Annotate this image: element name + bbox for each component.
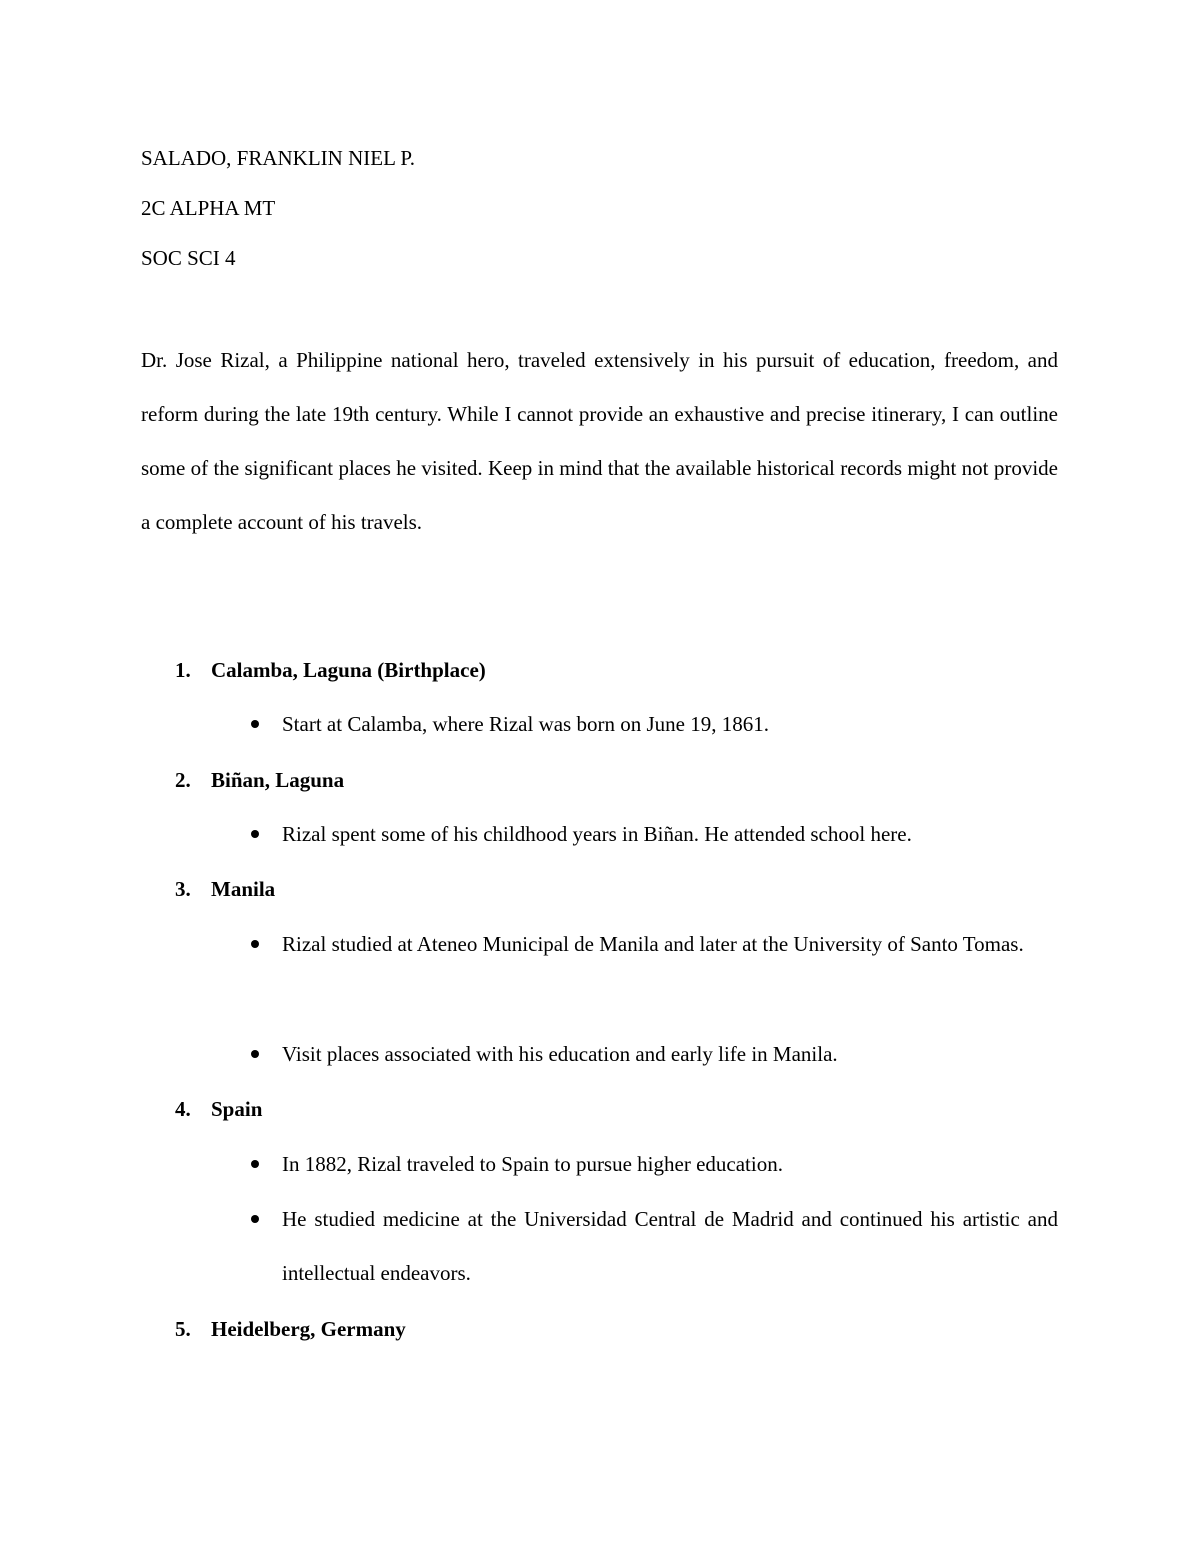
place-number: 3.: [175, 877, 191, 901]
place-bullet: He studied medicine at the Universidad Central de Madrid and continued his artistic and intellectual endeavors.: [282, 1207, 1058, 1285]
place-number: 2.: [175, 768, 191, 792]
place-title: Calamba, Laguna (Birthplace): [211, 658, 486, 682]
place-number: 5.: [175, 1317, 191, 1341]
bullet-icon: [251, 1215, 259, 1223]
place-heading-3: [175, 876, 275, 902]
student-name: SALADO, FRANKLIN NIEL P.: [141, 146, 415, 170]
course-code: SOC SCI 4: [141, 246, 236, 270]
place-number: 1.: [175, 658, 191, 682]
place-title: Manila: [211, 877, 276, 901]
place-bullet: Visit places associated with his education and early life in Manila.: [282, 1042, 838, 1066]
bullet-icon: [251, 940, 259, 948]
place-heading-5: [175, 1316, 406, 1342]
place-title: Heidelberg, Germany: [211, 1317, 406, 1341]
intro-paragraph: Dr. Jose Rizal, a Philippine national hero, traveled extensively in his pursuit of education, freedom, and reform during the late 19th century. While I cannot provide an exhaustive and precise itinerary, I can outline some of the significant places he visited. Keep in mind that the available historical records might not provide a complete account of his travels.: [141, 348, 1058, 534]
place-title: Spain: [211, 1097, 263, 1121]
place-heading-1: [175, 657, 486, 683]
place-bullet: Rizal studied at Ateneo Municipal de Manila and later at the University of Santo Tomas.: [282, 932, 1024, 956]
place-heading-2: [175, 767, 344, 793]
place-bullet: In 1882, Rizal traveled to Spain to pursue higher education.: [282, 1152, 783, 1176]
place-bullet: Start at Calamba, where Rizal was born on June 19, 1861.: [282, 712, 769, 736]
student-section: 2C ALPHA MT: [141, 196, 276, 220]
bullet-icon: [251, 720, 259, 728]
bullet-icon: [251, 1050, 259, 1058]
place-bullet: Rizal spent some of his childhood years in Biñan. He attended school here.: [282, 822, 912, 846]
bullet-icon: [251, 830, 259, 838]
bullet-icon: [251, 1160, 259, 1168]
place-number: 4.: [175, 1097, 191, 1121]
place-title: Biñan, Laguna: [211, 768, 345, 792]
place-heading-4: [175, 1096, 262, 1122]
